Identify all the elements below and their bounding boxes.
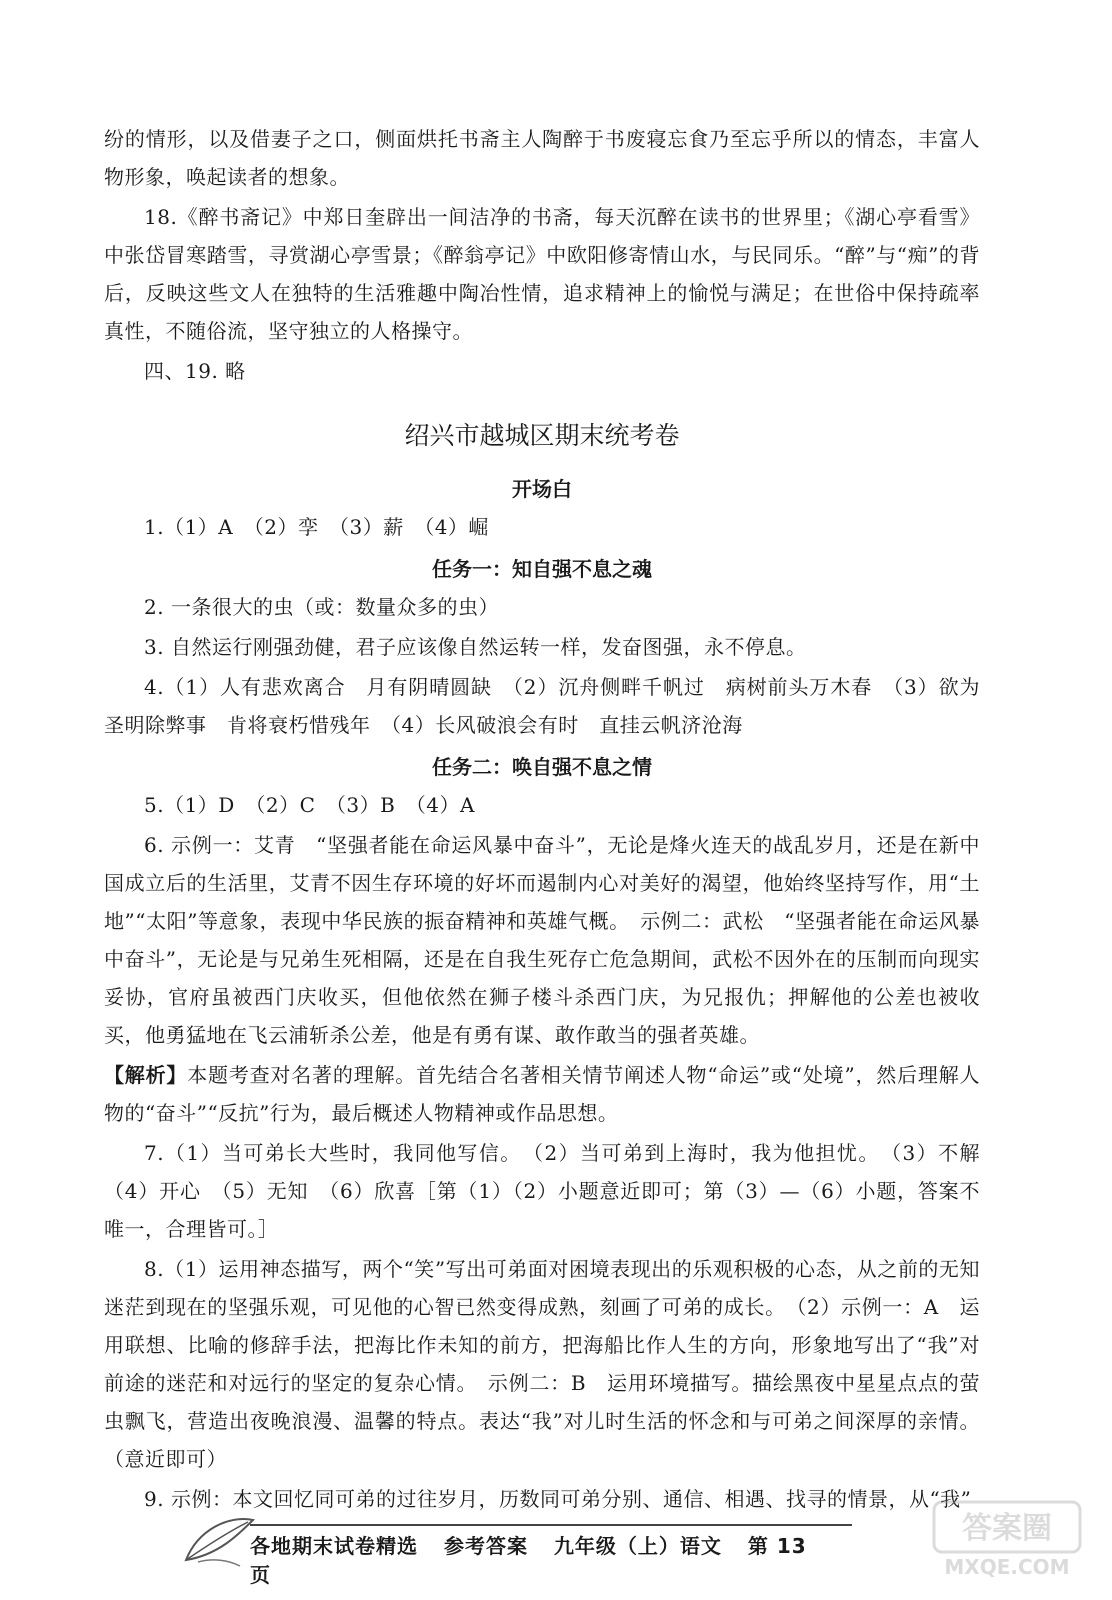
- footer-rule: [250, 1524, 852, 1526]
- leaf-decoration-icon: [178, 1500, 258, 1570]
- answer-18: 18.《醉书斋记》中郑日奎辟出一间洁净的书斋，每天沉醉在读书的世界里；《湖心亭看雪》中张岱冒寒踏雪，寻赏湖心亭雪景；《醉翁亭记》中欧阳修寄情山水，与民同乐。“醉”与“痴”的背后，反映这些文人在独特的生活雅趣中陶冶性情，追求精神上的愉悦与满足；在世俗中保持疏率真性，不随俗流，坚守独立的人格操守。: [104, 205, 980, 343]
- footer-series: 各地期末试卷精选: [250, 1534, 418, 1558]
- section-title: 绍兴市越城区期末统考卷: [404, 421, 680, 450]
- answer-2: 2. 一条很大的虫（或：数量众多的虫）: [144, 595, 499, 619]
- subtitle-task-2: 任务二：唤自强不息之情: [432, 755, 652, 779]
- answer-19: 四、19. 略: [144, 359, 246, 383]
- answer-3: 3. 自然运行刚强劲健，君子应该像自然运转一样，发奋图强，永不停息。: [144, 635, 807, 659]
- analysis-tag: 【解析】: [104, 1063, 188, 1087]
- answer-8: 8.（1）运用神态描写，两个“笑”写出可弟面对困境表现出的乐观积极的心态，从之前的无知迷茫到现在的坚强乐观，可见他的心智已然变得成熟，刻画了可弟的成长。 （2）示例一：A 运用联想、比喻的修辞手法，把海比作未知的前方，把海船比作人生的方向，形象地写出了“我”对前途的迷茫和对远行的坚定的复杂心情。 示例二：B 运用环境描写。描绘黑夜中星星点点的萤虫飘飞，营造出夜晚浪漫、温馨的特点。表达“我”对儿时生活的怀念和与可弟之间深厚的亲情。（意近即可）: [104, 1257, 980, 1471]
- paragraph-continued: 纷的情形，以及借妻子之口，侧面烘托书斋主人陶醉于书废寝忘食乃至忘乎所以的情态，丰富人物形象，唤起读者的想象。: [104, 127, 980, 189]
- answer-4: 4.（1）人有悲欢离合 月有阴晴圆缺 （2）沉舟侧畔千帆过 病树前头万木春 （3）欲为圣明除弊事 肯将衰朽惜残年 （4）长风破浪会有时 直挂云帆济沧海: [104, 675, 980, 737]
- answer-6: 6. 示例一：艾青 “坚强者能在命运风暴中奋斗”，无论是烽火连天的战乱岁月，还是在新中国成立后的生活里，艾青不因生存环境的好坏而遏制内心对美好的渴望，他始终坚持写作，用“土地”“太阳”等意象，表现中华民族的振奋精神和英雄气概。 示例二：武松 “坚强者能在命运风暴中奋斗”，无论是与兄弟生死相隔，还是在自我生死存亡危急期间，武松不因外在的压制而向现实妥协，官府虽被西门庆收买，但他依然在狮子楼斗杀西门庆，为兄报仇；押解他的公差也被收买，他勇猛地在飞云浦斩杀公差，他是有勇有谋、敢作敢当的强者英雄。: [104, 833, 980, 1047]
- analysis: [104, 1056, 980, 1132]
- page-footer: [250, 1530, 850, 1588]
- answer-7: 7.（1）当可弟长大些时，我同他写信。 （2）当可弟到上海时，我为他担忧。 （3）不解 （4）开心 （5）无知 （6）欣喜［第（1）（2）小题意近即可；第（3）—（6）小题，答案不唯一，合理皆可。］: [104, 1141, 1001, 1241]
- svg-text:MXQE.COM: MXQE.COM: [944, 1555, 1070, 1579]
- watermark-logo: [932, 1500, 1082, 1580]
- answer-1: 1.（1）A （2）孪 （3）薪 （4）崛: [144, 515, 489, 539]
- subtitle-task-1: 任务一：知自强不息之魂: [432, 557, 652, 581]
- analysis-text: 本题考查对名著的理解。首先结合名著相关情节阐述人物“命运”或“处境”，然后理解人物的“奋斗”“反抗”行为，最后概述人物精神或作品思想。: [104, 1063, 980, 1125]
- footer-answers: 参考答案: [443, 1534, 528, 1558]
- svg-text:答案圈: 答案圈: [962, 1511, 1052, 1546]
- footer-page-number: 第 13 页: [250, 1534, 807, 1587]
- subtitle-opening: 开场白: [512, 477, 572, 501]
- answer-body: [104, 120, 1001, 1520]
- answer-5: 5.（1）D （2）C （3）B （4）A: [144, 793, 475, 817]
- footer-grade: 九年级（上）语文: [553, 1534, 722, 1558]
- answer-9: 9. 示例：本文回忆同可弟的过往岁月，历数同可弟分别、通信、相遇、找寻的情景，从“我”: [144, 1487, 972, 1511]
